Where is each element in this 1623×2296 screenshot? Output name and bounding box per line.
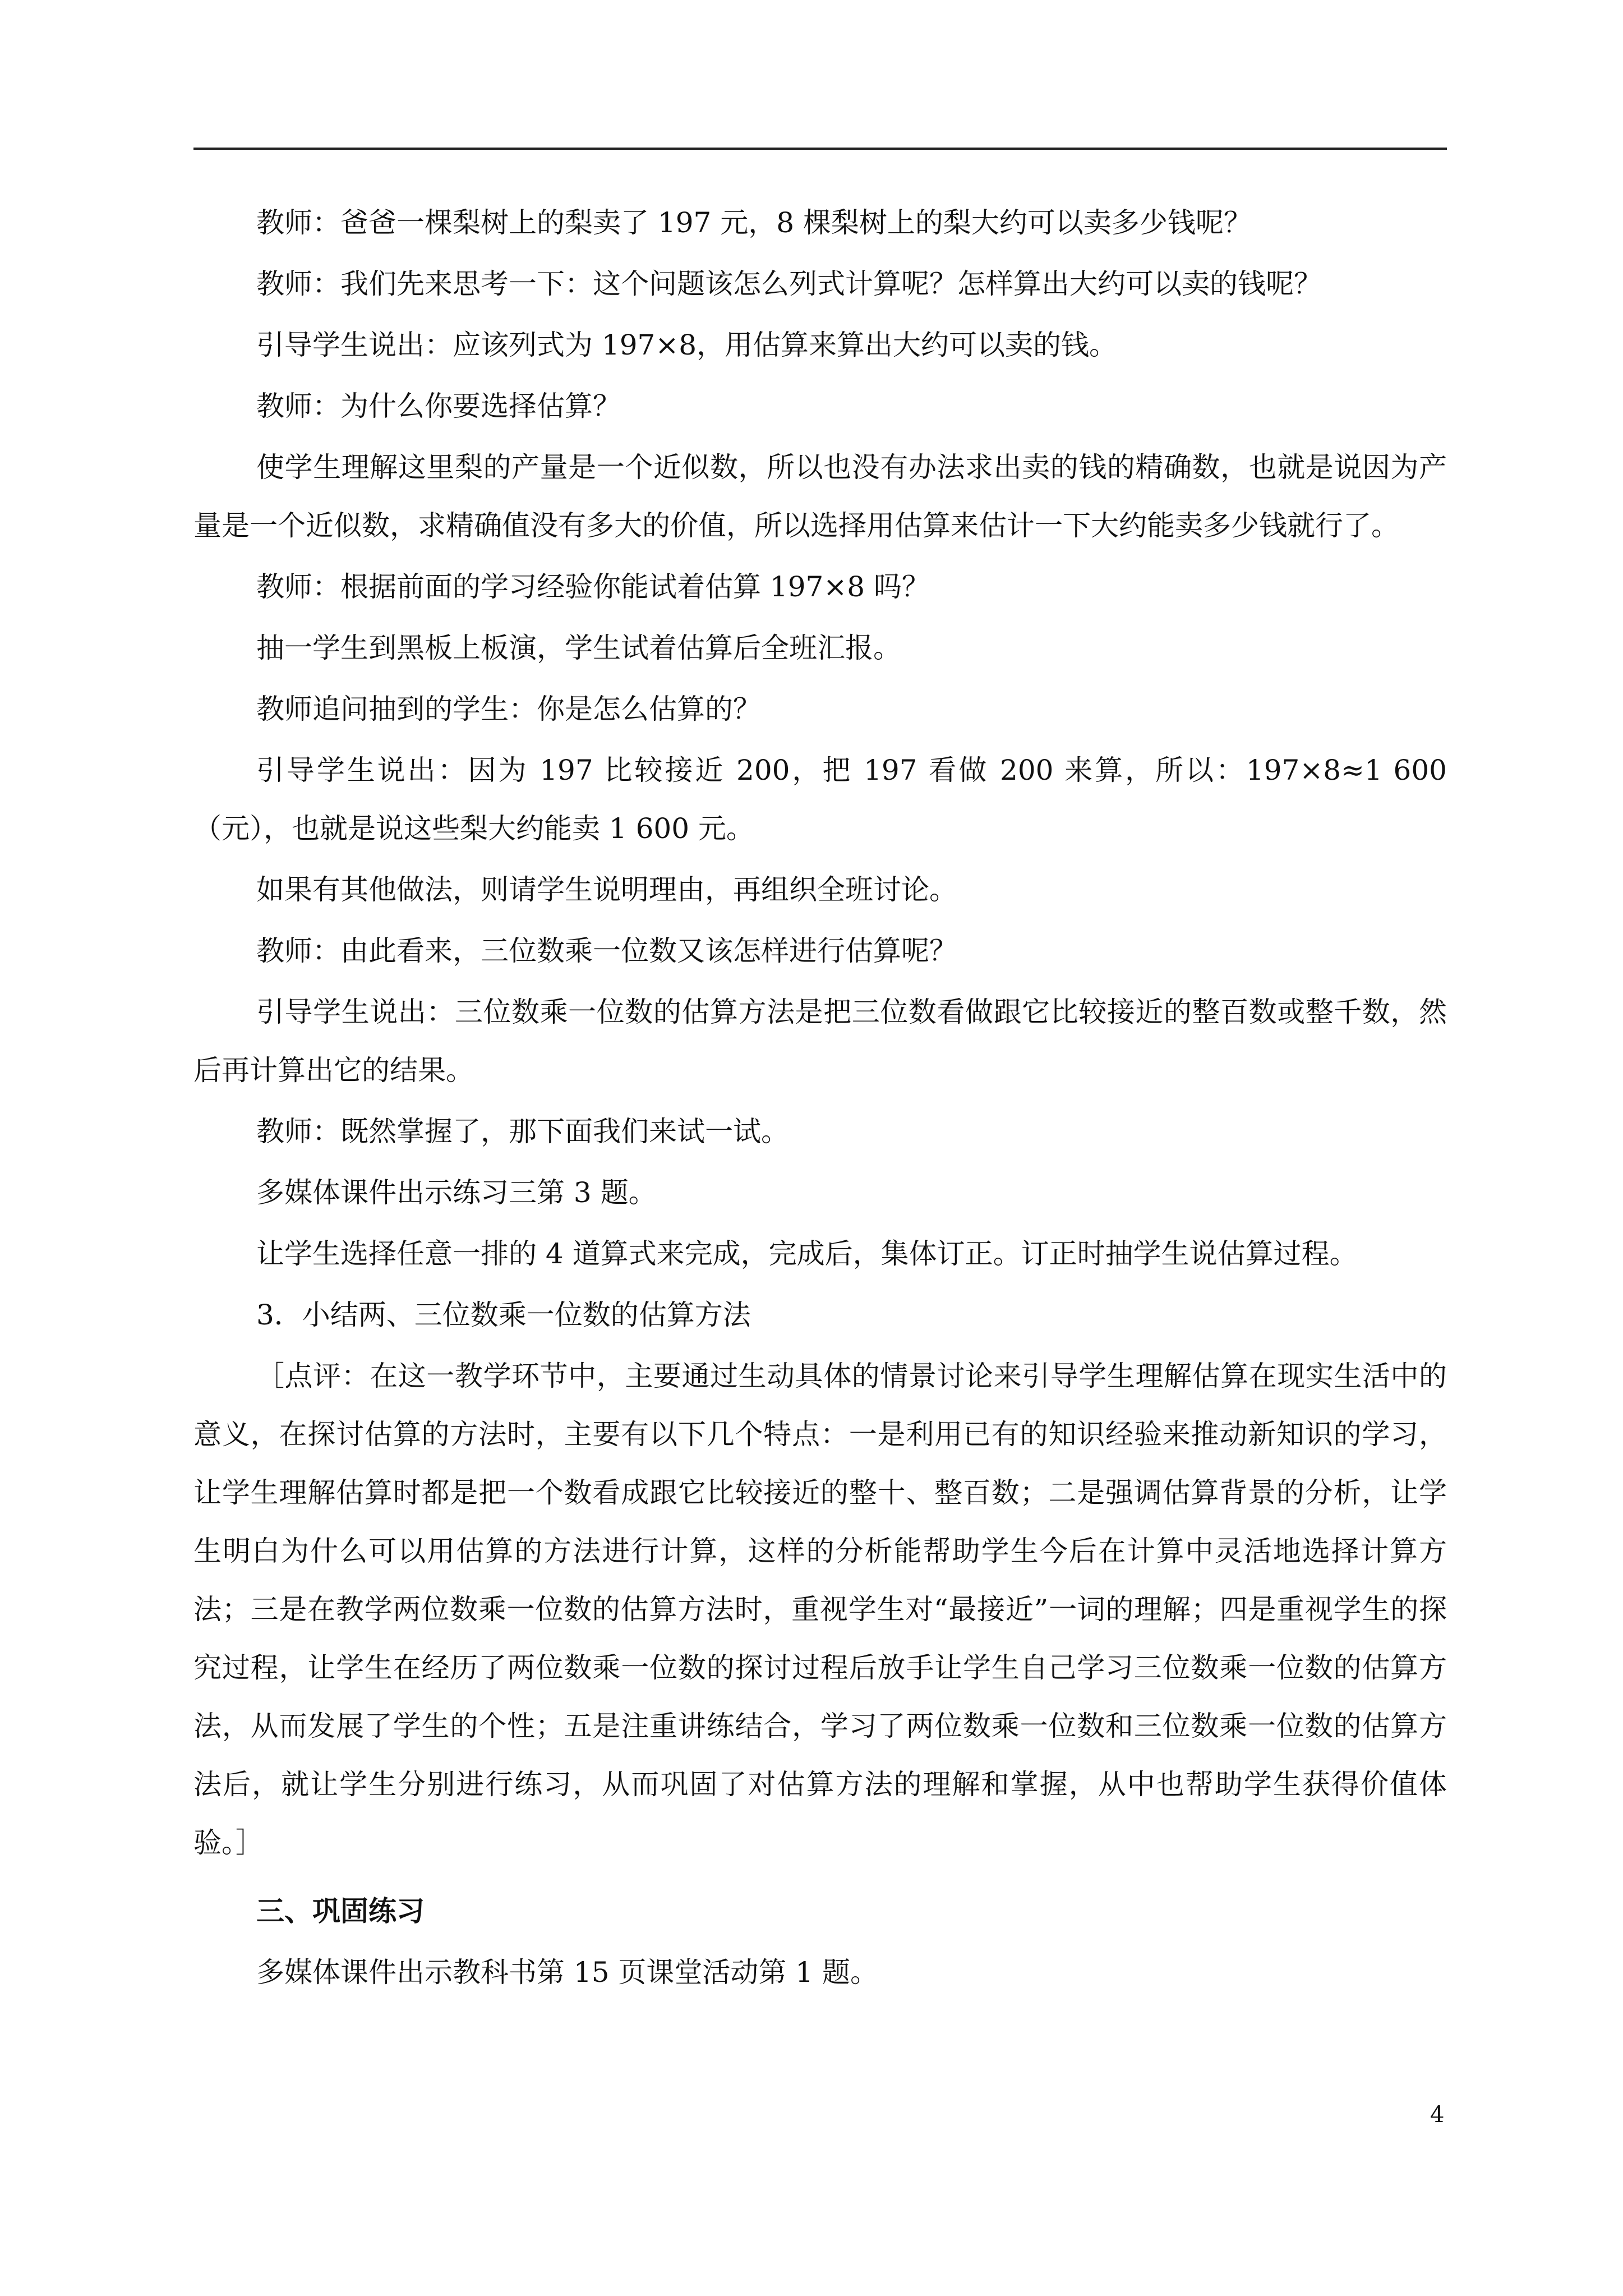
section-heading: 三、巩固练习 (256, 1894, 425, 1927)
paragraph-10: 如果有其他做法，则请学生说明理由，再组织全班讨论。 (256, 873, 957, 906)
paragraph-9: 引导学生说出：因为 197 比较接近 200，把 197 看做 200 来算，所以：197×8≈1 600（元），也就是说这些梨大约能卖 1 600 元。 (193, 754, 1447, 845)
paragraph-16: 3．小结两、三位数乘一位数的估算方法 (256, 1299, 751, 1331)
paragraph-7: 抽一学生到黑板上板演，学生试着估算后全班汇报。 (256, 632, 901, 664)
header-rule (193, 148, 1447, 150)
page-number: 4 (1430, 2102, 1445, 2128)
paragraph-14: 多媒体课件出示练习三第 3 题。 (256, 1176, 657, 1209)
paragraph-12: 引导学生说出：三位数乘一位数的估算方法是把三位数看做跟它比较接近的整百数或整千数，然后再计算出它的结果。 (193, 996, 1447, 1087)
paragraph-5: 使学生理解这里梨的产量是一个近似数，所以也没有办法求出卖的钱的精确数，也就是说因为产量是一个近似数，求精确值没有多大的价值，所以选择用估算来估计一下大约能卖多少钱就行了。 (193, 451, 1447, 542)
paragraph-4: 教师：为什么你要选择估算？ (256, 390, 621, 422)
paragraph-13: 教师：既然掌握了，那下面我们来试一试。 (256, 1115, 789, 1148)
paragraph-3: 引导学生说出：应该列式为 197×8，用估算来算出大约可以卖的钱。 (256, 329, 1118, 361)
paragraph-15: 让学生选择任意一排的 4 道算式来完成，完成后，集体订正。订正时抽学生说估算过程。 (256, 1237, 1358, 1270)
paragraph-11: 教师：由此看来，三位数乘一位数又该怎样进行估算呢？ (256, 935, 957, 967)
paragraph-2: 教师：我们先来思考一下：这个问题该怎么列式计算呢？怎样算出大约可以卖的钱呢？ (256, 268, 1322, 300)
paragraph-8: 教师追问抽到的学生：你是怎么估算的？ (256, 693, 761, 725)
commentary-paragraph: ［点评：在这一教学环节中，主要通过生动具体的情景讨论来引导学生理解估算在现实生活中的意义，在探讨估算的方法时，主要有以下几个特点：一是利用已有的知识经验来推动新知识的学习，让学生理解估算时都是把一个数看成跟它比较接近的整十、整百数；二是强调估算背景的分析，让学生明白为什么可以用估算的方法进行计算，这样的分析能帮助学生今后在计算中灵活地选择计算方法；三是在教学两位数乘一位数的估算方法时，重视学生对“最接近”一词的理解；四是重视学生的探究过程，让学生在经历了两位数乘一位数的探讨过程后放手让学生自己学习三位数乘一位数的估算方法，从而发展了学生的个性；五是注重讲练结合，学习了两位数乘一位数和三位数乘一位数的估算方法后，就让学生分别进行练习，从而巩固了对估算方法的理解和掌握，从中也帮助学生获得价值体验。］ (193, 1360, 1447, 1859)
paragraph-1: 教师：爸爸一棵梨树上的梨卖了 197 元，8 棵梨树上的梨大约可以卖多少钱呢？ (256, 206, 1252, 239)
document-body (193, 194, 1447, 2004)
final-paragraph: 多媒体课件出示教科书第 15 页课堂活动第 1 题。 (256, 1956, 879, 1989)
paragraph-6: 教师：根据前面的学习经验你能试着估算 197×8 吗？ (256, 570, 930, 603)
